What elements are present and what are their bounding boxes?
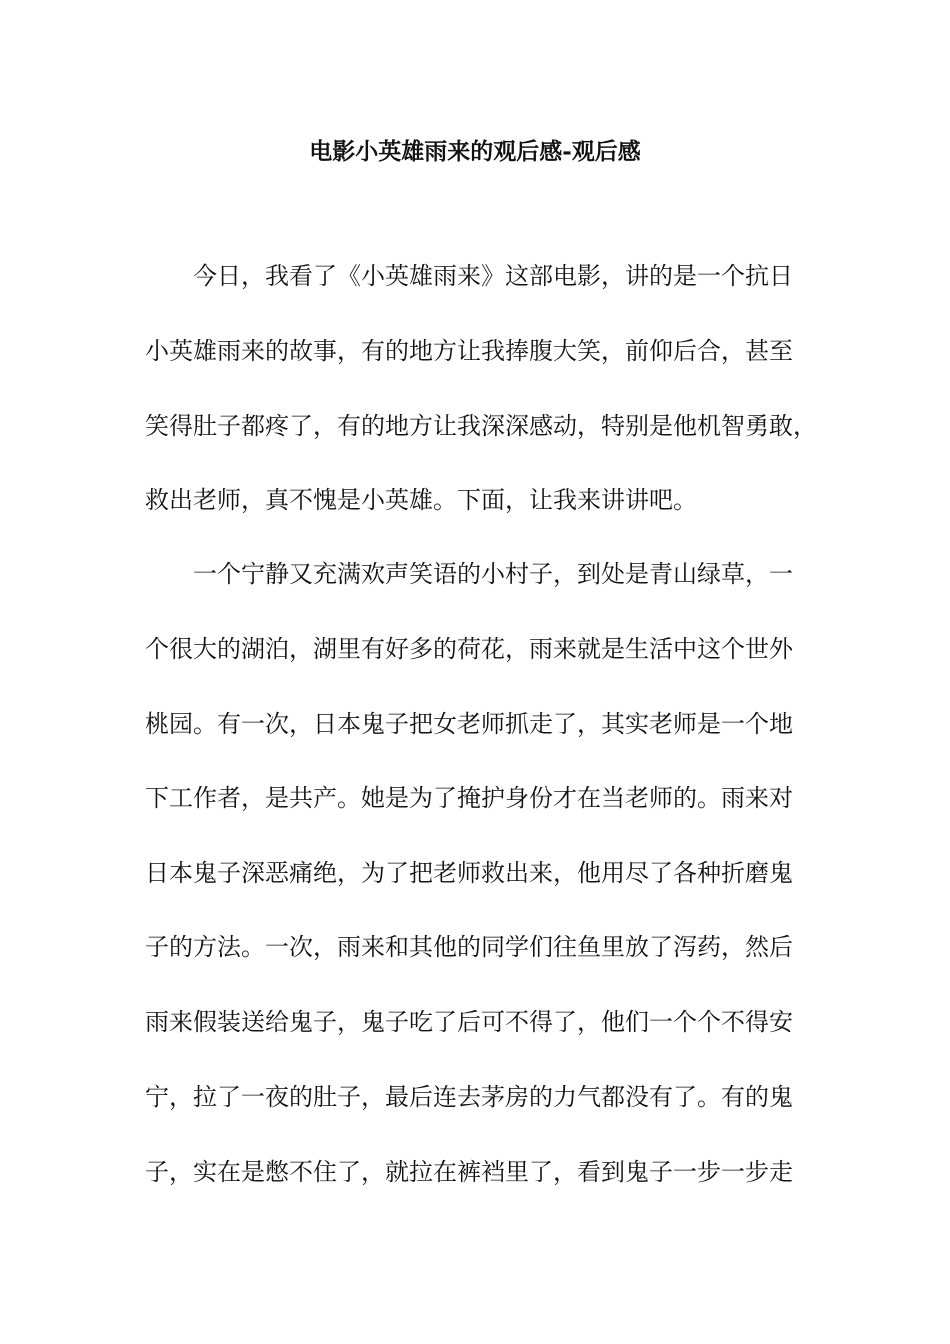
paragraph-2-line-7: 雨来假装送给鬼子，鬼子吃了后可不得了，他们一个个不得安	[145, 1008, 793, 1036]
paragraph-2-line-2: 个很大的湖泊，湖里有好多的荷花，雨来就是生活中这个世外	[145, 635, 793, 663]
paragraph-2-line-6: 子的方法。一次，雨来和其他的同学们往鱼里放了泻药，然后	[145, 933, 793, 961]
paragraph-2-line-1: 一个宁静又充满欢声笑语的小村子，到处是青山绿草，一	[193, 560, 793, 588]
paragraph-2-line-3: 桃园。有一次，日本鬼子把女老师抓走了，其实老师是一个地	[145, 710, 793, 738]
paragraph-2-line-9: 子，实在是憋不住了，就拉在裤裆里了，看到鬼子一步一步走	[145, 1158, 793, 1186]
paragraph-1-line-4: 救出老师，真不愧是小英雄。下面，让我来讲讲吧。	[145, 486, 697, 514]
paragraph-1-line-2: 小英雄雨来的故事，有的地方让我捧腹大笑，前仰后合，甚至	[145, 337, 793, 365]
paragraph-2-line-8: 宁，拉了一夜的肚子，最后连去茅房的力气都没有了。有的鬼	[145, 1083, 793, 1111]
paragraph-2-line-5: 日本鬼子深恶痛绝，为了把老师救出来，他用尽了各种折磨鬼	[145, 859, 793, 887]
paragraph-2-line-4: 下工作者，是共产。她是为了掩护身份才在当老师的。雨来对	[145, 784, 793, 812]
paragraph-1-line-3: 笑得肚子都疼了，有的地方让我深深感动，特别是他机智勇敢，	[145, 412, 817, 440]
paragraph-1-line-1: 今日，我看了《小英雄雨来》这部电影，讲的是一个抗日	[193, 262, 793, 290]
document-title: 电影小英雄雨来的观后感-观后感	[309, 138, 641, 165]
